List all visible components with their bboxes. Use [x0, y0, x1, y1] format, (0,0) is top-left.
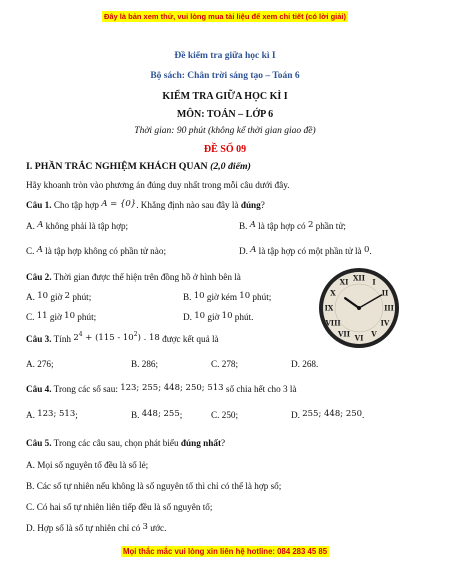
clock-numeral: VII — [338, 329, 350, 339]
q4-b-end: ; — [179, 410, 183, 420]
q3-option-c[interactable]: C. 278; — [211, 359, 239, 369]
q1-c-sym: A — [36, 245, 43, 255]
clock-numeral: XII — [353, 273, 365, 283]
clock-numeral: I — [372, 277, 376, 287]
q3-expression — [73, 333, 160, 343]
q5-option-b[interactable]: B. Các số tự nhiên nếu không là số nguyên tố thì chỉ có thể là hợp số; — [26, 481, 282, 491]
q1-b-num: 2 — [307, 220, 314, 230]
exam-subject: MÔN: TOÁN – LỚP 6 — [176, 109, 274, 120]
q1-label: Câu 1. — [26, 200, 52, 210]
preview-banner — [0, 12, 450, 21]
q4-post: số chia hết cho 3 là — [223, 384, 297, 394]
q2-text: Thời gian được thể hiện trên đồng hồ ở hình bên là — [51, 272, 241, 282]
q2-d-label: D. — [183, 312, 195, 322]
clock-numeral: XI — [339, 277, 349, 287]
q4-stem — [26, 384, 297, 395]
q3-option-d[interactable]: D. 268. — [291, 359, 319, 369]
q1-d-num: 0 — [363, 245, 370, 255]
q2-label: Câu 2. — [26, 272, 52, 282]
q1-b-label: B. — [239, 221, 250, 231]
clock-center — [357, 306, 361, 310]
section-title — [26, 161, 251, 172]
clock-numeral: IV — [380, 318, 390, 328]
q2-a-mid: giờ — [48, 292, 65, 302]
q4-d-value: 255; 448; 250 — [302, 409, 363, 419]
q1-b-end: phần tử; — [313, 221, 346, 231]
q4-b-value: 448; 255 — [141, 409, 180, 419]
q4-label: Câu 4. — [26, 384, 52, 394]
q4-d-end: . — [362, 410, 365, 420]
q1-post: . Khẳng định nào sau đây là — [136, 200, 241, 210]
q3-base: 2 — [73, 332, 79, 343]
q3-post: được kết quả là — [159, 333, 219, 344]
q4-d-label: D. — [291, 410, 303, 420]
q2-option-a[interactable] — [26, 292, 91, 303]
q1-pre: Cho tập hợp — [51, 200, 102, 210]
q1-stem — [26, 200, 265, 211]
clock-numeral: V — [371, 329, 377, 339]
q2-a-min: 2 — [64, 291, 71, 301]
q5-d-num: 3 — [142, 522, 148, 532]
q2-c-hour: 11 — [36, 311, 48, 321]
clock-numeral: VIII — [325, 318, 341, 328]
q5-end: ? — [221, 438, 226, 448]
q3-pre: Tính — [51, 333, 74, 344]
q4-a-label: A. — [26, 410, 38, 420]
clock-numeral: IX — [324, 303, 334, 313]
q2-b-hour: 10 — [193, 291, 205, 301]
q1-end: ? — [260, 200, 265, 210]
clock-numeral: II — [381, 288, 389, 298]
clock-numeral: X — [330, 288, 336, 298]
q3-stem — [26, 333, 219, 345]
q1-a-text: không phải là tập hợp; — [43, 221, 129, 231]
q4-option-c[interactable]: C. 250; — [211, 410, 239, 420]
clock-numeral: III — [384, 303, 394, 313]
q1-d-label: D. — [239, 246, 251, 256]
q1-option-d[interactable] — [239, 246, 372, 257]
q5-option-a[interactable]: A. Mọi số nguyên tố đều là số lẻ; — [26, 460, 149, 470]
q1-a-label: A. — [26, 221, 38, 231]
q1-b-sym: A — [249, 220, 256, 230]
q1-c-label: C. — [26, 246, 37, 256]
q5-option-d[interactable] — [26, 523, 166, 534]
q4-option-d[interactable] — [291, 410, 364, 421]
q1-c-text: là tập hợp không có phần tử nào; — [42, 246, 167, 256]
q2-d-end: phút. — [232, 312, 254, 322]
q1-b-text: là tập hợp có — [255, 221, 308, 231]
q1-option-a[interactable] — [26, 221, 128, 232]
q1-d-text: là tập hợp có một phần tử là — [256, 246, 364, 256]
section-points: (2,0 điểm) — [210, 161, 251, 172]
header-line2: Bộ sách: Chân trời sáng tạo – Toán 6 — [150, 71, 300, 81]
q4-option-a[interactable] — [26, 410, 78, 421]
q2-c-label: C. — [26, 312, 37, 322]
q3-exp2: 2 — [133, 331, 138, 338]
q2-a-end: phút; — [70, 292, 92, 302]
q2-option-c[interactable] — [26, 312, 96, 323]
q2-b-label: B. — [183, 292, 194, 302]
q2-a-hour: 10 — [37, 291, 49, 301]
q1-set: A = {0} — [101, 199, 137, 209]
q4-b-label: B. — [131, 410, 142, 420]
q2-d-hour: 10 — [194, 311, 206, 321]
hotline-banner-text: Mọi thắc mắc vui lòng xin liên hệ hotline: 084 283 45 85 — [122, 547, 328, 556]
q3-option-b[interactable]: B. 286; — [131, 359, 159, 369]
clock-numeral: VI — [354, 333, 364, 343]
q2-d-mid: giờ — [205, 312, 222, 322]
q5-stem — [26, 438, 225, 448]
q1-option-c[interactable] — [26, 246, 166, 257]
q5-d-end: ước. — [147, 523, 167, 533]
q2-a-label: A. — [26, 292, 38, 302]
q3-exp: 4 — [78, 331, 83, 338]
q1-a-sym: A — [37, 220, 44, 230]
wall-clock-image — [318, 267, 400, 349]
q2-c-end: phút; — [75, 312, 97, 322]
q1-d-sym: A — [250, 245, 257, 255]
preview-banner-text: Đây là bản xem thử, vui lòng mua tài liệu để xem chi tiết (có lời giải) — [103, 12, 347, 21]
q3-mid: + (115 - 10 — [82, 332, 134, 343]
q1-d-end: . — [369, 246, 372, 256]
q4-a-value: 123; 513 — [37, 409, 76, 419]
header-line1: Đề kiểm tra giữa học kì I — [174, 51, 276, 61]
q4-numbers: 123; 255; 448; 250; 513 — [120, 383, 224, 393]
q2-option-d[interactable] — [183, 312, 253, 323]
section-instruction: Hãy khoanh tròn vào phương án đúng duy nhất trong mỗi câu dưới đây. — [26, 180, 290, 190]
section-title-text: I. PHẦN TRẮC NGHIỆM KHÁCH QUAN — [26, 161, 211, 172]
q2-b-mid: giờ kém — [204, 292, 240, 302]
exam-title: KIỂM TRA GIỮA HỌC KÌ I — [162, 91, 288, 102]
q5-emph: đúng nhất — [180, 438, 221, 448]
q3-option-a[interactable]: A. 276; — [26, 359, 54, 369]
q2-b-min: 10 — [239, 291, 251, 301]
q4-option-b[interactable] — [131, 410, 182, 421]
q3-label: Câu 3. — [26, 333, 52, 344]
q5-option-c[interactable]: C. Có hai số tự nhiên liên tiếp đều là số nguyên tố; — [26, 502, 213, 512]
q2-c-mid: giờ — [47, 312, 65, 322]
q2-d-min: 10 — [221, 311, 233, 321]
q4-a-end: ; — [75, 410, 78, 420]
q2-c-min: 10 — [64, 311, 75, 321]
q1-emph: đúng — [240, 200, 261, 210]
q5-pre: Trong các câu sau, chọn phát biểu — [51, 438, 181, 448]
q1-option-b[interactable] — [239, 221, 346, 232]
exam-code: ĐỀ SỐ 09 — [203, 144, 247, 155]
q2-b-end: phút; — [250, 292, 272, 302]
q5-label: Câu 5. — [26, 438, 52, 448]
q3-tail: ) . 18 — [137, 332, 160, 343]
exam-time: Thời gian: 90 phút (không kể thời gian giao đề) — [134, 126, 316, 136]
hotline-banner — [0, 547, 450, 556]
q2-stem — [26, 272, 241, 282]
q5-d-text: D. Hợp số là số tự nhiên chỉ có — [26, 523, 143, 533]
q4-pre: Trong các số sau: — [51, 384, 121, 394]
q2-option-b[interactable] — [183, 292, 271, 303]
